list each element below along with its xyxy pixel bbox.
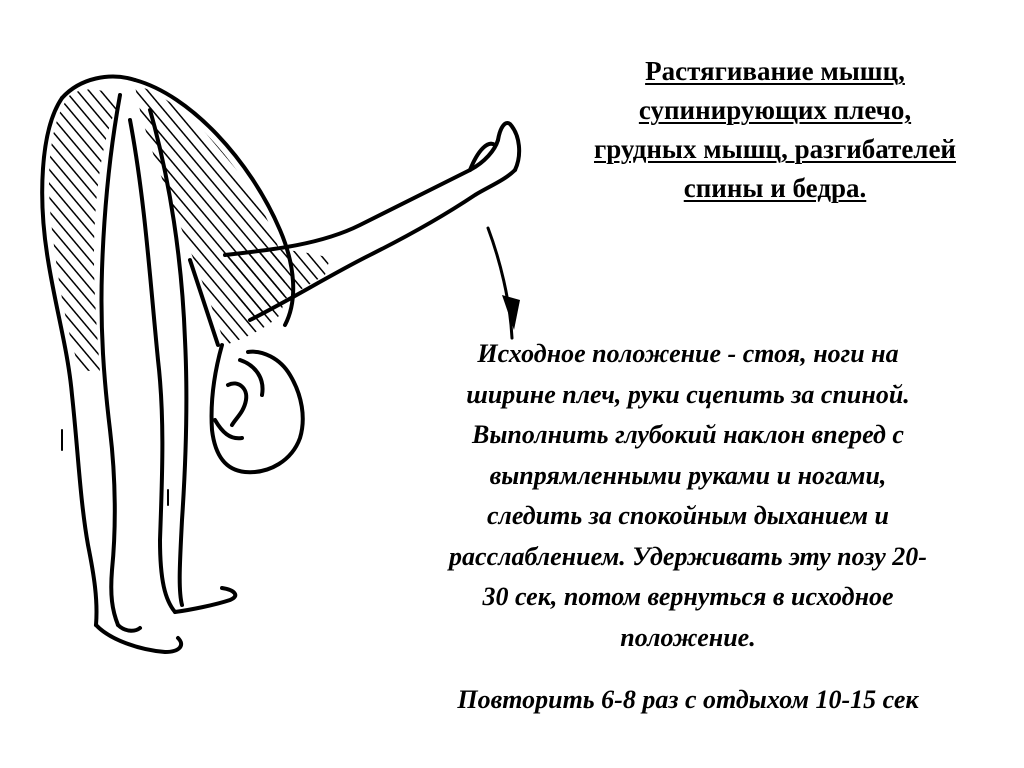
exercise-title <box>540 52 1010 208</box>
title-line: Растягивание мышц, <box>645 56 905 86</box>
repeat-instruction: Повторить 6-8 раз с отдыхом 10-15 сек <box>457 685 919 714</box>
instruction-line: 30 сек, потом вернуться в исходное <box>482 582 894 611</box>
exercise-instructions <box>366 334 1010 658</box>
title-line: супинирующих плечо, <box>638 95 912 125</box>
title-line: грудных мышц, разгибателей <box>593 134 956 164</box>
instruction-line: расслаблением. Удерживать эту позу 20- <box>449 541 927 571</box>
instruction-line: Исходное положение - стоя, ноги на <box>477 339 899 368</box>
motion-arrow-icon <box>488 228 520 338</box>
instruction-line: ширине плеч, руки сцепить за спиной. <box>466 379 910 409</box>
instruction-line: Выполнить глубокий наклон вперед с <box>472 420 904 449</box>
instruction-line: выпрямленными руками и ногами, <box>489 460 887 490</box>
title-line: спины и бедра. <box>683 173 867 203</box>
instruction-line: следить за спокойным дыханием и <box>487 501 889 530</box>
instruction-line: положение. <box>620 622 756 652</box>
